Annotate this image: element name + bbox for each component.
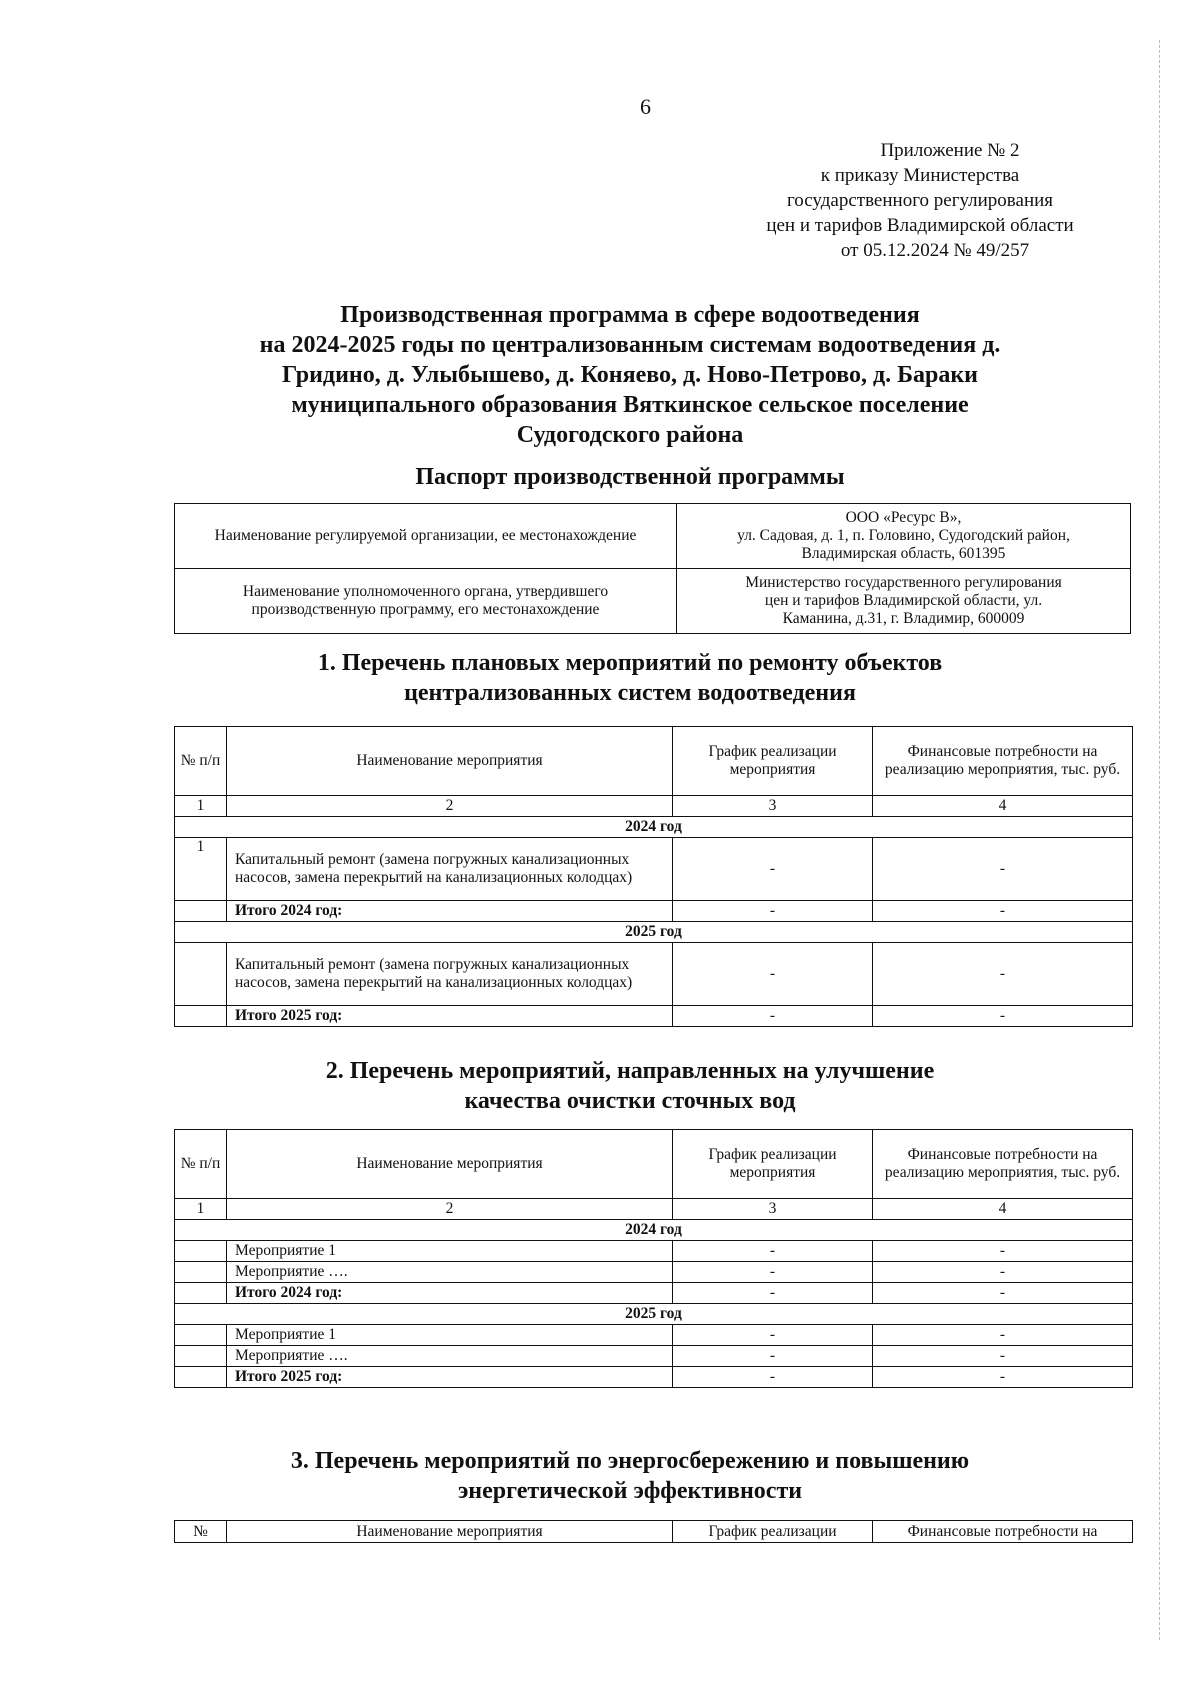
passport-table — [174, 503, 1131, 634]
total-finance: - — [873, 1006, 1133, 1027]
passport-title: Паспорт производственной программы — [415, 464, 845, 490]
year-label: 2025 год — [175, 1304, 1133, 1325]
table-row — [175, 838, 1133, 901]
empty-cell — [175, 1006, 227, 1027]
year-label: 2024 год — [175, 817, 1133, 838]
empty-cell — [175, 943, 227, 1006]
table-row — [175, 1241, 1133, 1262]
col-number: 3 — [673, 796, 873, 817]
event-finance: - — [873, 1346, 1133, 1367]
section-title-line: энергетической эффективности — [457, 1478, 803, 1504]
passport-label: Наименование регулируемой организации, ее местонахождение — [175, 504, 677, 569]
event-name: Капитальный ремонт (замена погружных канализационных насосов, замена перекрытий на канализационных колодцах) — [227, 943, 673, 1006]
title-line: на 2024-2025 годы по централизованным системам водоотведения д. — [259, 332, 1001, 358]
section-title-line: 2. Перечень мероприятий, направленных на улучшение — [325, 1058, 935, 1084]
table-row — [175, 1262, 1133, 1283]
col-number: 3 — [673, 1199, 873, 1220]
col-header-name: Наименование мероприятия — [227, 727, 673, 796]
table-row — [175, 1346, 1133, 1367]
total-schedule: - — [673, 901, 873, 922]
col-number: 1 — [175, 796, 227, 817]
passport-value-line: цен и тарифов Владимирской области, ул. — [764, 592, 1043, 609]
event-name: Мероприятие 1 — [227, 1241, 673, 1262]
table-row — [175, 943, 1133, 1006]
table-row — [175, 504, 1131, 569]
section-title-line: качества очистки сточных вод — [464, 1088, 796, 1114]
event-schedule: - — [673, 1346, 873, 1367]
water-treatment-events-table — [174, 1129, 1133, 1388]
empty-cell — [175, 1241, 227, 1262]
total-row — [175, 1006, 1133, 1027]
appendix-line: к приказу Министерства — [820, 165, 1020, 186]
appendix-block — [720, 138, 1120, 263]
col-header-finance: Финансовые потребности на реализацию мероприятия, тыс. руб. — [873, 727, 1133, 796]
section-title-line: 1. Перечень плановых мероприятий по ремонту объектов — [317, 650, 943, 676]
col-header-schedule: График реализации — [673, 1521, 873, 1543]
total-finance: - — [873, 1283, 1133, 1304]
title-line: муниципального образования Вяткинское сельское поселение — [291, 392, 969, 418]
event-finance: - — [873, 838, 1133, 901]
event-name: Мероприятие …. — [227, 1346, 673, 1367]
appendix-line: цен и тарифов Владимирской области — [766, 215, 1074, 236]
energy-saving-events-table — [174, 1520, 1133, 1543]
event-schedule: - — [673, 838, 873, 901]
empty-cell — [175, 1325, 227, 1346]
row-number: 1 — [175, 838, 227, 901]
total-schedule: - — [673, 1283, 873, 1304]
passport-value — [677, 504, 1131, 569]
col-header-name: Наименование мероприятия — [227, 1130, 673, 1199]
empty-cell — [175, 1346, 227, 1367]
passport-value-line: Каманина, д.31, г. Владимир, 600009 — [782, 610, 1025, 627]
total-label: Итого 2024 год: — [227, 901, 673, 922]
event-schedule: - — [673, 1325, 873, 1346]
appendix-line: Приложение № 2 — [880, 140, 1020, 161]
total-label: Итого 2025 год: — [227, 1367, 673, 1388]
total-schedule: - — [673, 1006, 873, 1027]
scan-margin-line — [1159, 40, 1200, 1640]
event-schedule: - — [673, 1262, 873, 1283]
year-row — [175, 1220, 1133, 1241]
table-header-row — [175, 1130, 1133, 1199]
column-number-row — [175, 796, 1133, 817]
title-line: Судогодского района — [516, 422, 744, 448]
section-title-line: централизованных систем водоотведения — [404, 680, 856, 706]
col-number: 2 — [227, 796, 673, 817]
total-row — [175, 901, 1133, 922]
empty-cell — [175, 1262, 227, 1283]
total-schedule: - — [673, 1367, 873, 1388]
event-finance: - — [873, 1241, 1133, 1262]
year-row — [175, 817, 1133, 838]
table-header-row — [175, 1521, 1133, 1543]
total-label: Итого 2024 год: — [227, 1283, 673, 1304]
year-label: 2024 год — [175, 1220, 1133, 1241]
column-number-row — [175, 1199, 1133, 1220]
passport-value — [677, 569, 1131, 634]
event-schedule: - — [673, 1241, 873, 1262]
table-header-row — [175, 727, 1133, 796]
document-title — [180, 300, 1080, 450]
section-title-line: 3. Перечень мероприятий по энергосбережению и повышению — [290, 1448, 970, 1474]
empty-cell — [175, 1283, 227, 1304]
year-label: 2025 год — [175, 922, 1133, 943]
event-finance: - — [873, 943, 1133, 1006]
event-name: Капитальный ремонт (замена погружных канализационных насосов, замена перекрытий на канализационных колодцах) — [227, 838, 673, 901]
section-3-title — [170, 1446, 1090, 1506]
appendix-line: государственного регулирования — [786, 190, 1054, 211]
event-finance: - — [873, 1262, 1133, 1283]
year-row — [175, 922, 1133, 943]
event-name: Мероприятие 1 — [227, 1325, 673, 1346]
col-header-schedule: График реализации мероприятия — [673, 1130, 873, 1199]
event-schedule: - — [673, 943, 873, 1006]
table-row — [175, 569, 1131, 634]
table-row — [175, 1325, 1133, 1346]
col-header-no: № п/п — [175, 1130, 227, 1199]
total-label: Итого 2025 год: — [227, 1006, 673, 1027]
col-header-name: Наименование мероприятия — [227, 1521, 673, 1543]
passport-value-line: ООО «Ресурс В», — [845, 509, 962, 526]
passport-label: Наименование уполномоченного органа, утвердившего производственную программу, его местонахождение — [175, 569, 677, 634]
repair-events-table — [174, 726, 1133, 1027]
total-finance: - — [873, 1367, 1133, 1388]
col-number: 4 — [873, 796, 1133, 817]
col-header-schedule: График реализации мероприятия — [673, 727, 873, 796]
title-line: Производственная программа в сфере водоотведения — [340, 302, 920, 328]
section-2-title — [170, 1056, 1090, 1116]
page-number: 6 — [640, 94, 651, 119]
year-row — [175, 1304, 1133, 1325]
col-header-finance: Финансовые потребности на реализацию мероприятия, тыс. руб. — [873, 1130, 1133, 1199]
col-header-no: № — [175, 1521, 227, 1543]
total-row — [175, 1367, 1133, 1388]
passport-value-line: Владимирская область, 601395 — [801, 545, 1006, 562]
col-header-no: № п/п — [175, 727, 227, 796]
empty-cell — [175, 1367, 227, 1388]
col-header-finance: Финансовые потребности на — [873, 1521, 1133, 1543]
passport-value-line: Министерство государственного регулирования — [745, 574, 1062, 591]
col-number: 1 — [175, 1199, 227, 1220]
col-number: 4 — [873, 1199, 1133, 1220]
event-name: Мероприятие …. — [227, 1262, 673, 1283]
title-line: Гридино, д. Улыбышево, д. Коняево, д. Ново-Петрово, д. Бараки — [282, 362, 978, 388]
appendix-line: от 05.12.2024 № 49/257 — [840, 240, 1030, 261]
empty-cell — [175, 901, 227, 922]
section-1-title — [170, 648, 1090, 708]
passport-value-line: ул. Садовая, д. 1, п. Головино, Судогодский район, — [737, 527, 1070, 544]
event-finance: - — [873, 1325, 1133, 1346]
total-row — [175, 1283, 1133, 1304]
total-finance: - — [873, 901, 1133, 922]
col-number: 2 — [227, 1199, 673, 1220]
